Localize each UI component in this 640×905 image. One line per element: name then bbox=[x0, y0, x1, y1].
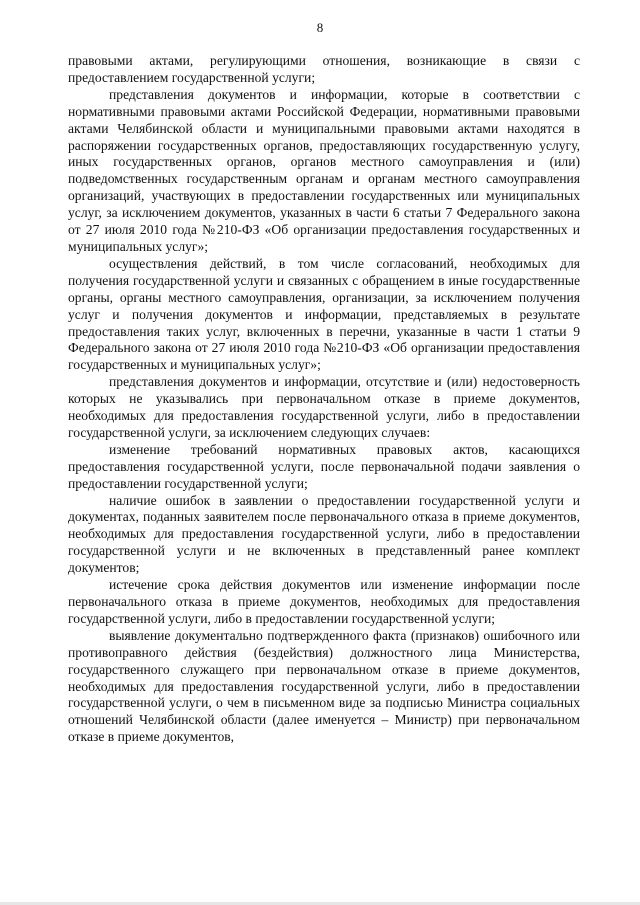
paragraph: представления документов и информации, которые в соответствии с нормативными правовыми актами Российской Федерации, нормативными правовыми актами Челябинской области и муниципальными правовыми актами находятся в распоряжении государственных органов, предоставляющих государственную услугу, иных государственных органов, органов местного самоуправления и (или) подведомственных государственным органам и органам местного самоуправления организаций, участвующих в предоставлении государственных или муниципальных услуг, за исключением документов, указанных в части 6 статьи 7 Федерального закона от 27 июля 2010 года №210-ФЗ «Об организации предоставления государственных и муниципальных услуг»; bbox=[68, 86, 580, 254]
paragraph: изменение требований нормативных правовых актов, касающихся предоставления государственной услуги, после первоначальной подачи заявления о предоставлении государственной услуги; bbox=[68, 441, 580, 491]
paragraph: истечение срока действия документов или изменение информации после первоначального отказа в приеме документов, необходимых для предоставления государственной услуги, либо в предоставлении государственной услуги; bbox=[68, 577, 580, 626]
paragraph-continuation: правовыми актами, регулирующими отношения, возникающие в связи с предоставлением государственной услуги; bbox=[68, 53, 580, 85]
paragraph: осуществления действий, в том числе согласований, необходимых для получения государственной услуги и связанных с обращением в иные государственные органы, органы местного самоуправления, организации, за исключением получения услуг и получения документов и информации, представляемых в результате предоставления таких услуг, включенных в перечни, указанные в части 1 статьи 9 Федерального закона от 27 июля 2010 года №210-ФЗ «Об организации предоставления государственных и муниципальных услуг»; bbox=[68, 255, 580, 373]
paragraph: наличие ошибок в заявлении о предоставлении государственной услуги и документах, поданных заявителем после первоначального отказа в приеме документов, необходимых для предоставления государственной услуги, либо в предоставлении государственной услуги и не включенных в представленный ранее комплект документов; bbox=[68, 492, 580, 576]
paragraph: выявление документально подтвержденного факта (признаков) ошибочного или противоправного действия (бездействия) должностного лица Министерства, государственного служащего при первоначальном отказе в приеме документов, необходимых для предоставления государственной услуги, либо в предоставлении государственной услуги, о чем в письменном виде за подписью Министра социальных отношений Челябинской области (далее именуется – Министр) при первоначальном отказе в приеме документов, bbox=[68, 627, 580, 745]
document-body bbox=[68, 53, 580, 746]
page-number: 8 bbox=[316, 20, 324, 35]
paragraph: представления документов и информации, отсутствие и (или) недостоверность которых не указывались при первоначальном отказе в приеме документов, необходимых для предоставления государственной услуги, либо в предоставлении государственной услуги, за исключением следующих случаев: bbox=[68, 374, 580, 440]
